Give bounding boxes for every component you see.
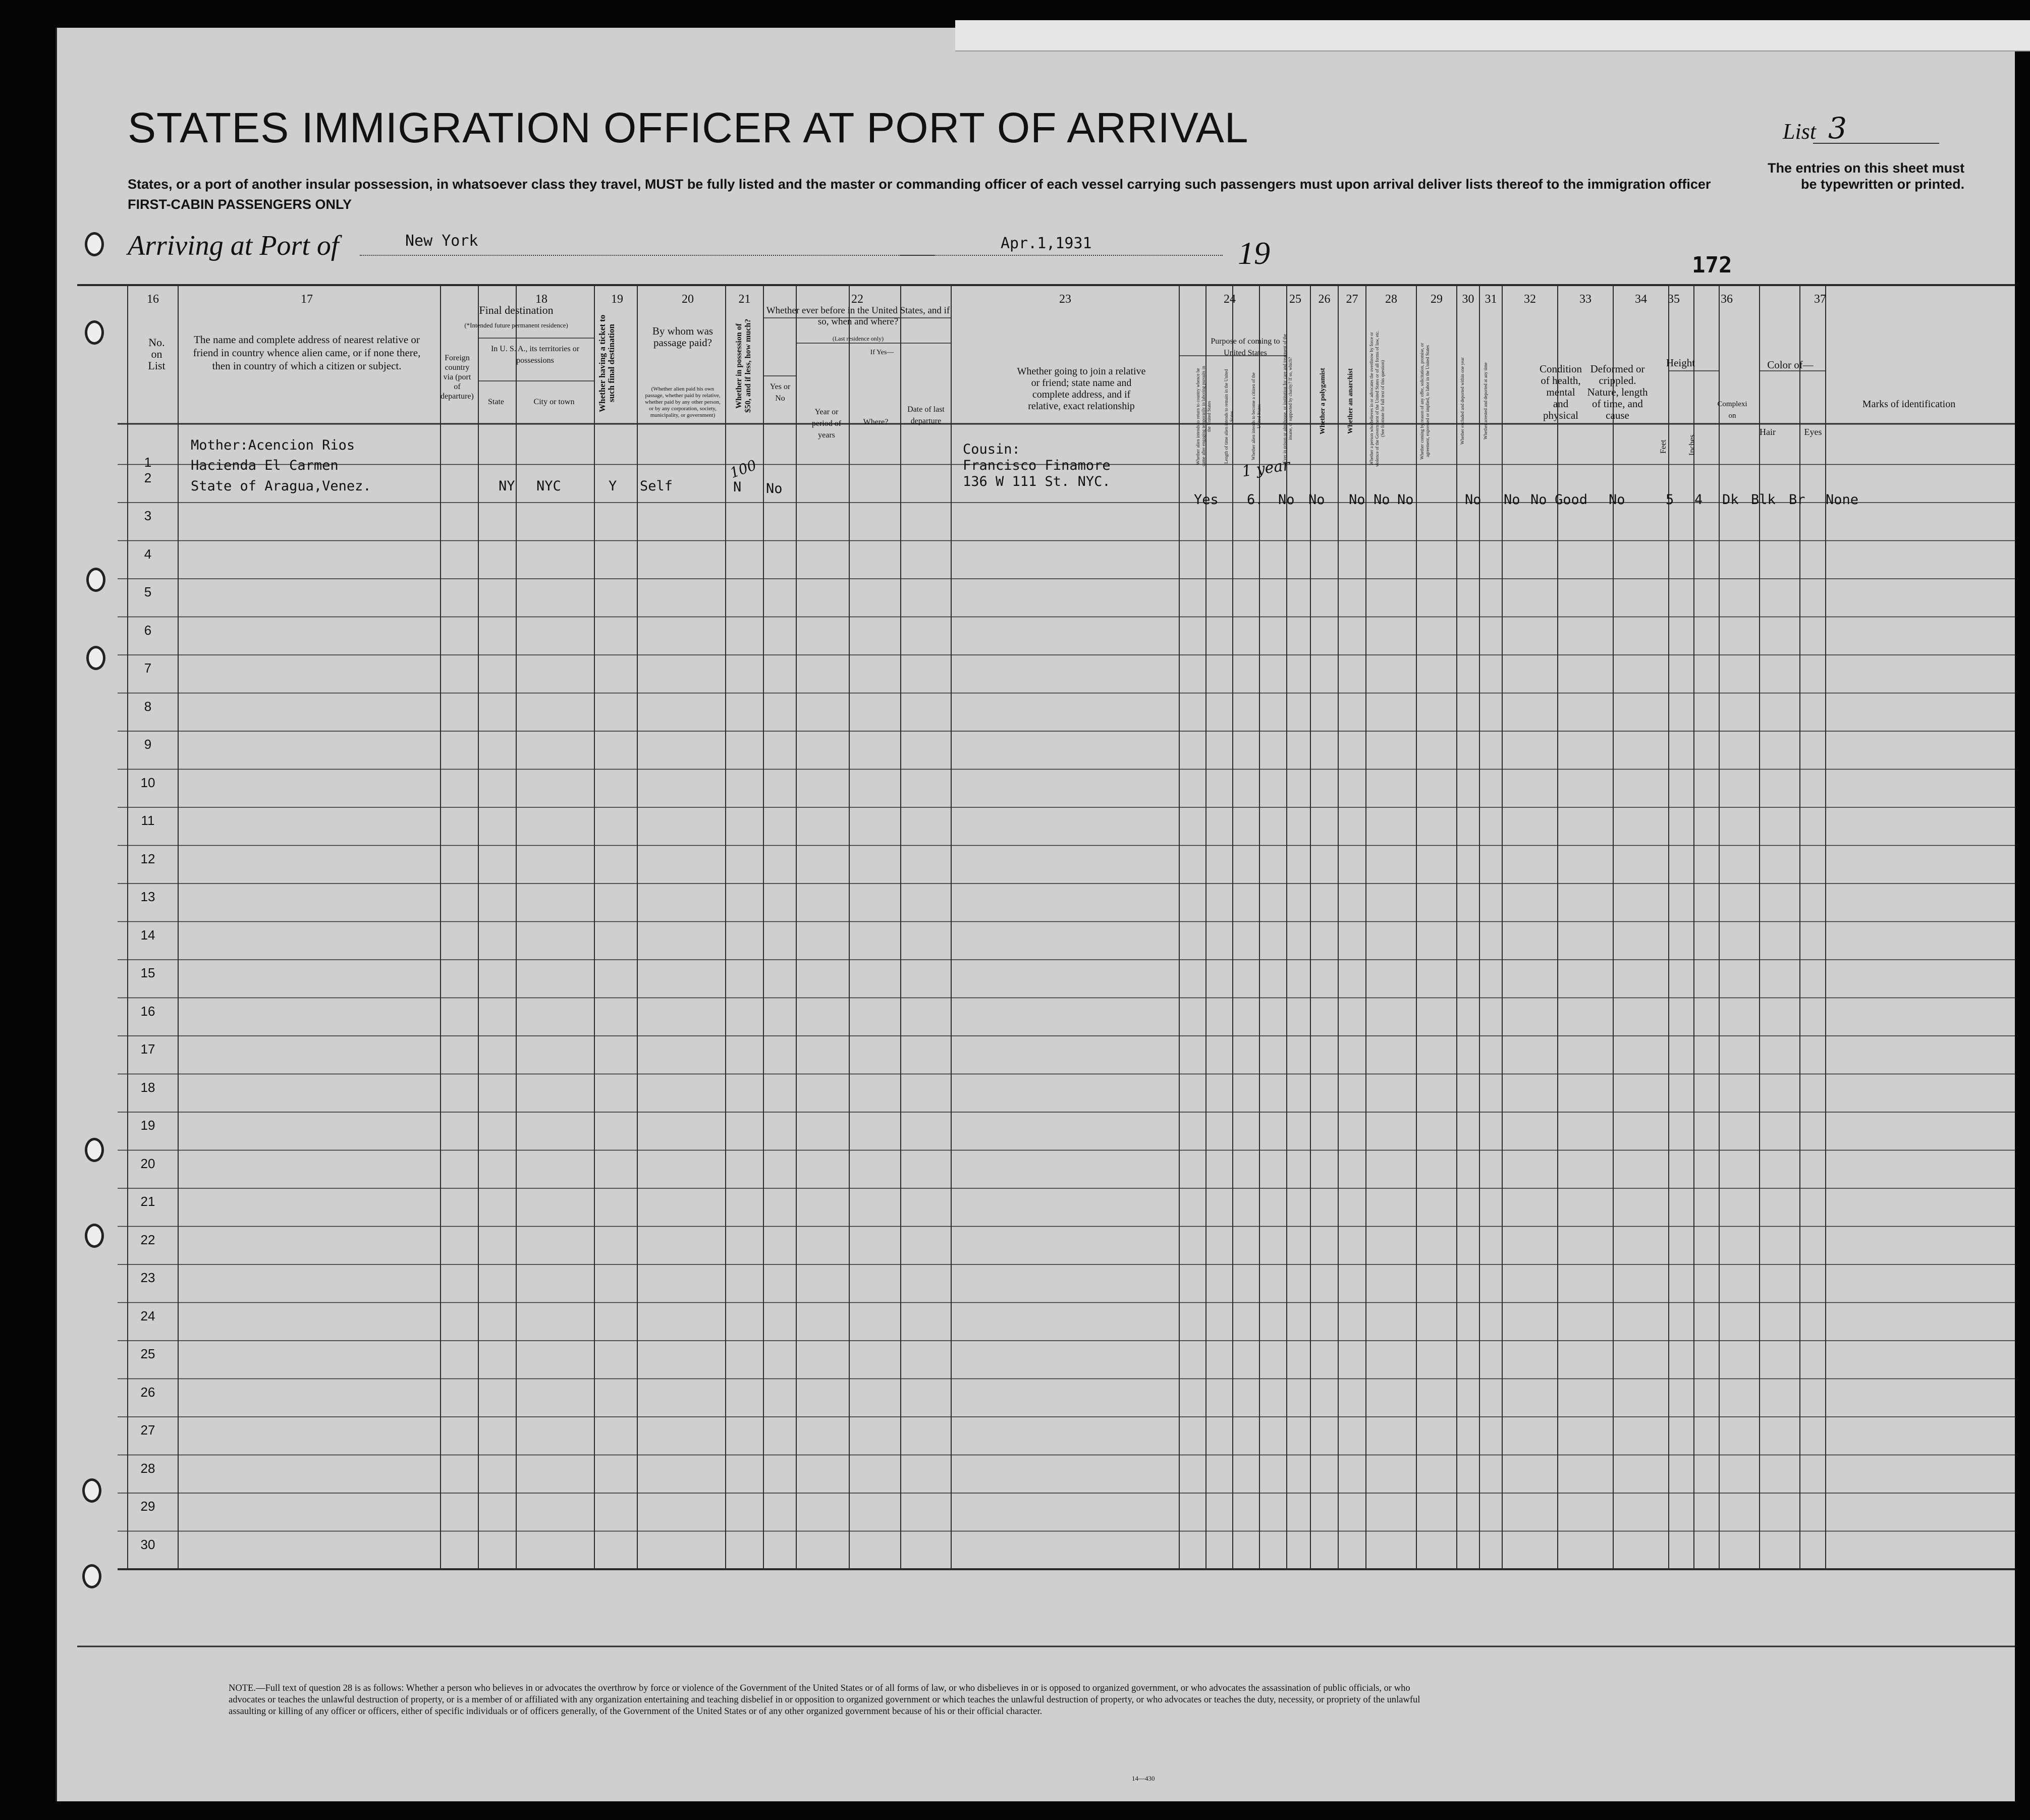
- length-typed: 6.: [1247, 492, 1264, 508]
- column-number: 17: [301, 293, 313, 306]
- header-height: Height: [1666, 357, 1695, 369]
- length-handwritten: 1 year: [1241, 456, 1291, 481]
- deformed-value: No: [1609, 492, 1625, 508]
- height-feet-value: 5: [1666, 492, 1674, 508]
- header-final-destination: Final destination: [479, 304, 554, 316]
- header-money: Whether in possession of $50, and if less, how much?: [735, 318, 752, 413]
- row-number: 4: [144, 546, 152, 562]
- join-relative-line: Cousin:: [963, 442, 1020, 457]
- citizen-value: No: [1278, 492, 1295, 508]
- column-number: 34: [1635, 293, 1647, 306]
- column-number: 27: [1346, 293, 1358, 306]
- row-number: 3: [144, 508, 152, 524]
- relative-address-line: Hacienda El Carmen: [191, 458, 339, 473]
- row-number: 1: [144, 455, 152, 470]
- passage-paid-value: Self: [640, 478, 673, 494]
- header-if-yes: If Yes—: [870, 349, 894, 356]
- row-number: 24: [140, 1308, 155, 1323]
- row-number: 21: [140, 1194, 155, 1209]
- polygamist-value: No: [1349, 492, 1365, 508]
- excluded-value: No: [1504, 492, 1520, 508]
- destination-state: NY: [499, 478, 515, 494]
- header-purpose: Purpose of coming to United States: [1211, 337, 1280, 357]
- header-ticket: Whether having a ticket to such final destination: [597, 314, 616, 412]
- form-code: 14—430: [1132, 1775, 1155, 1782]
- prison-value: No: [1308, 492, 1325, 508]
- column-number: 36: [1721, 293, 1733, 306]
- row-number: 29: [140, 1499, 155, 1514]
- column-number: 30: [1462, 293, 1474, 306]
- eyes-value: Br: [1789, 492, 1805, 508]
- header-anarchist: Whether an anarchist: [1347, 368, 1354, 434]
- overthrow-value: No: [1397, 492, 1414, 508]
- arrested-value: No: [1530, 492, 1547, 508]
- row-number: 12: [140, 851, 155, 866]
- header-foreign-country: Foreign country via (port of departure): [441, 354, 474, 401]
- header-nearest-relative: The name and complete address of nearest relative or friend in country whence alien came, or if none there, then in country of which a citizen or subject.: [193, 334, 421, 372]
- row-number: 20: [140, 1155, 155, 1171]
- join-relative-line: 136 W 111 St. NYC.: [963, 474, 1111, 489]
- header-feet: Feet: [1659, 439, 1668, 454]
- header-hair: Hair: [1760, 427, 1776, 437]
- row-number: 17: [140, 1041, 155, 1057]
- row-number: 30: [140, 1536, 155, 1552]
- row-number: 26: [140, 1384, 155, 1400]
- row-number: 27: [140, 1422, 155, 1438]
- row-number: 8: [144, 698, 152, 714]
- labor-offer-value: No: [1465, 492, 1482, 508]
- row-number: 10: [140, 775, 155, 790]
- complexion-value: Dk: [1722, 492, 1739, 508]
- column-number: 31: [1485, 293, 1497, 306]
- form-subtitle: States, or a port of another insular possession, in whatsoever class they travel, MUST be fully listed and the master or commanding officer of each vessel carrying such passengers must upon arrival deliver lists thereof to the immigration officer: [128, 177, 1711, 192]
- header-passage-paid: By whom was passage paid?: [652, 325, 714, 349]
- column-number: 25: [1289, 293, 1301, 306]
- row-number: 14: [140, 927, 155, 943]
- marks-value: None: [1826, 492, 1859, 508]
- header-polygamist: Whether a polygamist: [1319, 368, 1327, 434]
- footnote: NOTE.—Full text of question 28 is as follows: Whether a person who believes in or advocates the overthrow by force or violence of the Government of the United States or of all forms of law, or who disbelieves in or is opposed to organized government, or who advocates the assassination of public officials, or who advocates or teaches the unlawful destruction of property, or is a member of or affiliated with any organization entertaining and teaching disbelief in or opposition to organized government or which teaches the unlawful destruction of property, or who advocates or teaches the duty, necessity, or propriety of the unlawful assaulting or killing of any officer or officers, either of specific individuals or of officers generally, of the Government of the United States or of any other organized government because of his or their official character.: [229, 1683, 1420, 1717]
- row-number: 22: [140, 1232, 155, 1247]
- header-where: Where?: [863, 418, 889, 426]
- header-eyes: Eyes: [1804, 427, 1822, 437]
- hair-value: Blk: [1751, 492, 1776, 508]
- row-number: 16: [140, 1003, 155, 1019]
- instructions-line: The entries on this sheet must: [1768, 160, 1965, 176]
- row-number: 5: [144, 584, 152, 600]
- header-ever-before: Whether ever before in the United States, and if so, when and where?: [766, 305, 950, 327]
- header-health: Condition of health, mental and physical: [1539, 363, 1582, 421]
- column-number: 28: [1385, 293, 1397, 306]
- header-purpose-length: Length of time alien intends to remain in the United States: [1224, 369, 1234, 464]
- header-inches: Inches: [1688, 434, 1696, 456]
- row-number: 6: [144, 622, 152, 638]
- header-join-relative: Whether going to join a relative or friend; state name and complete address, and if relative, exact relationship: [1017, 366, 1146, 412]
- header-intended-residence: (*Intended future permanent residence): [464, 321, 568, 329]
- date-value: Apr.1,1931: [1001, 235, 1092, 252]
- column-number: 21: [738, 293, 751, 306]
- header-deformed: Deformed or crippled. Nature, length of time, and cause: [1587, 363, 1648, 421]
- column-number: 20: [682, 293, 694, 306]
- header-complexion: Complexion: [1717, 400, 1747, 420]
- column-number: 22: [851, 293, 863, 306]
- header-yes-no: Yes or No: [770, 382, 791, 403]
- join-relative-line: Francisco Finamore: [963, 458, 1111, 473]
- row-number: 11: [141, 813, 155, 829]
- row-number: 2: [144, 470, 152, 485]
- manifest-sheet: [56, 28, 2015, 1801]
- row-number: 13: [140, 889, 155, 905]
- first-cabin-label: FIRST-CABIN PASSENGERS ONLY: [128, 197, 352, 212]
- column-number: 16: [147, 293, 159, 306]
- relative-address-line: State of Aragua,Venez.: [191, 478, 371, 494]
- money-typed: N: [733, 479, 742, 495]
- money-handwritten: 100: [727, 456, 759, 482]
- header-marks: Marks of identification: [1862, 399, 1956, 410]
- header-labor-offer: Whether coming by reason of any offer, solicitation, promise, or agreement, expressed or implied, to labor in the United States: [1419, 343, 1430, 460]
- health-value: Good: [1555, 492, 1588, 508]
- header-purpose-citizen: Whether alien intends to become a citizen of the United States: [1251, 372, 1261, 460]
- header-arrested: Whether arrested and deported at any time: [1483, 362, 1488, 440]
- instructions-line: be typewritten or printed.: [1801, 177, 1965, 192]
- list-label: List: [1783, 119, 1817, 144]
- row-number: 18: [140, 1079, 155, 1095]
- column-number: 29: [1431, 293, 1443, 306]
- port-value: New York: [405, 232, 478, 250]
- header-state: State: [488, 398, 504, 406]
- header-city: City or town: [533, 398, 575, 406]
- column-number: 32: [1524, 293, 1536, 306]
- column-number: 35: [1668, 293, 1680, 306]
- form-title: STATES IMMIGRATION OFFICER AT PORT OF ARRIVAL: [128, 104, 1249, 151]
- row-number: 9: [144, 737, 152, 752]
- header-in-usa: In U. S. A., its territories or possessions: [490, 345, 580, 365]
- header-no-on-list: No. on List: [148, 336, 166, 372]
- destination-city: NYC: [536, 478, 561, 494]
- header-prison: Ever in prison or almshouse, or institution for care and treatment of the insane, or supported by charity? If so, which?: [1282, 334, 1293, 464]
- column-number: 37: [1814, 293, 1826, 306]
- header-last-departure: Date of last departure: [907, 405, 945, 425]
- header-passage-note: (Whether alien paid his own passage, whether paid by relative, whether paid by any other person, or by any corporation, society, municipality, or government): [645, 386, 721, 418]
- row-number: 15: [140, 965, 155, 981]
- header-last-residence: (Last residence only): [832, 335, 884, 342]
- list-number: 3: [1828, 111, 1847, 145]
- anarchist-value: No: [1374, 492, 1390, 508]
- row-number: 28: [140, 1460, 155, 1476]
- column-number: 23: [1059, 293, 1071, 306]
- row-number: 7: [144, 660, 152, 676]
- height-inches-value: 4: [1694, 492, 1703, 508]
- page-number: 172: [1692, 252, 1732, 278]
- header-purpose-return: Whether alien intends to return to country whence he came after engaging temporarily in laboring pursuits in the United States: [1195, 366, 1212, 467]
- column-number: 18: [535, 293, 547, 306]
- column-number: 24: [1224, 293, 1236, 306]
- ticket-value: Y: [609, 478, 617, 494]
- row-number: 25: [140, 1346, 155, 1362]
- column-number: 19: [611, 293, 623, 306]
- header-overthrow: Whether a person who believes in or advocates the overthrow by force or violence of the Government of the United States or of all forms of law, etc. (See footnote for full text of this question): [1369, 330, 1385, 467]
- header-color-of: Color of—: [1767, 359, 1814, 371]
- row-number: 23: [140, 1270, 155, 1286]
- header-year: Year or period of years: [811, 408, 842, 439]
- row-number: 19: [140, 1118, 155, 1133]
- before-in-us-value: No: [766, 481, 783, 497]
- header-excluded: Whether excluded and deported within one year: [1460, 357, 1465, 445]
- column-number: 33: [1579, 293, 1592, 306]
- column-number: 26: [1318, 293, 1331, 306]
- arriving-at-port-label: Arriving at Port of: [128, 230, 339, 261]
- purpose-return-value: Yes: [1194, 492, 1219, 508]
- year-label: 19: [1238, 235, 1270, 271]
- relative-address-line: Mother:Acencion Rios: [191, 437, 355, 453]
